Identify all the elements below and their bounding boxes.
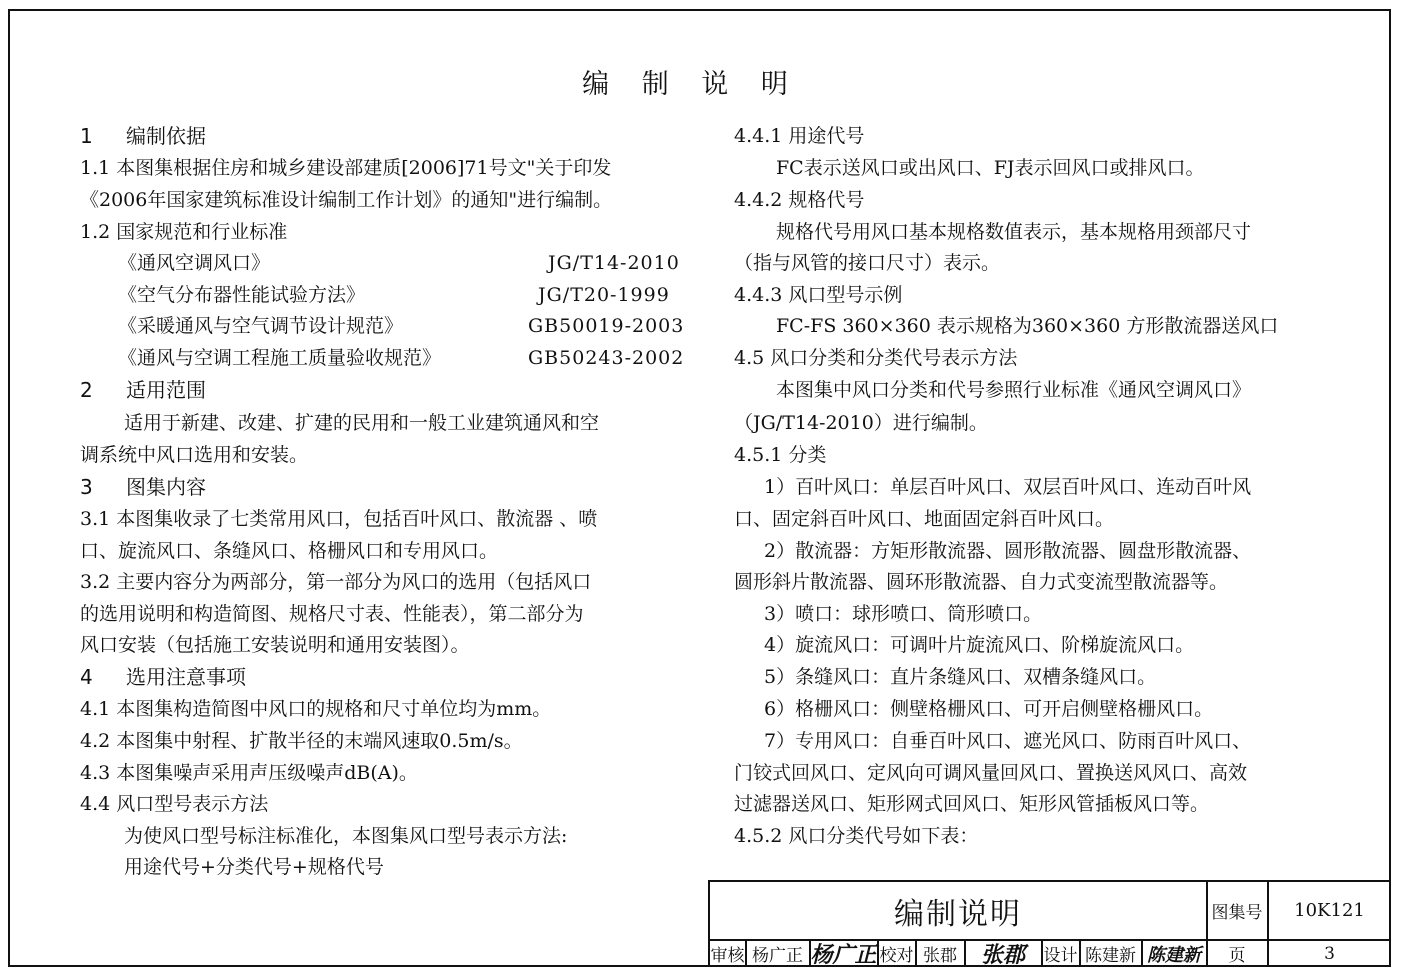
paragraph-1-1a: 1.1 本图集根据住房和城乡建设部建质[2006]71号文"关于印发 (80, 157, 612, 179)
paragraph-3-2b: 的选用说明和构造简图、规格尺寸表、性能表），第二部分为 (80, 603, 584, 625)
section-3-heading (80, 474, 206, 500)
paragraph-4-5-1: 4.5.1 分类 (734, 444, 827, 466)
right-text: FC-FS 360×360 表示规格为360×360 方形散流器送风口 (776, 315, 1279, 337)
paragraph-4-5-2: 4.5.2 风口分类代号如下表： (734, 825, 979, 847)
section-number: 3 (80, 475, 93, 499)
design-label: 设计 (1043, 946, 1078, 966)
paragraph-4-4: 4.4 风口型号表示方法 (80, 793, 269, 815)
paragraph-3-1b: 口、旋流风口、条缝风口、格栅风口和专用风口。 (80, 540, 499, 562)
paragraph-4-4a: 为使风口型号标注标准化，本图集风口型号表示方法: (124, 825, 568, 847)
atlas-number-label: 图集号 (1211, 903, 1263, 923)
right-text: 口、固定斜百叶风口、地面固定斜百叶风口。 (734, 508, 1115, 530)
section-title: 适用范围 (126, 378, 206, 402)
right-text: 6）格栅风口：侧壁格栅风口、可开启侧壁格栅风口。 (764, 698, 1214, 720)
review-label: 审核 (710, 946, 745, 966)
right-text: 1）百叶风口：单层百叶风口、双层百叶风口、连动百叶风 (764, 476, 1252, 498)
right-text: （JG/T14-2010）进行编制。 (734, 412, 988, 434)
section-1-heading (80, 123, 206, 149)
checker-name: 张郡 (923, 946, 957, 966)
section-number: 4 (80, 665, 93, 689)
right-text: FC表示送风口或出风口、FJ表示回风口或排风口。 (776, 157, 1205, 179)
section-2-heading (80, 377, 206, 403)
section-title: 图集内容 (126, 475, 206, 499)
section-title: 编制依据 (126, 124, 206, 148)
right-text: 4）旋流风口：可调叶片旋流风口、阶梯旋流风口。 (764, 634, 1195, 656)
right-text: （指与风管的接口尺寸）表示。 (734, 252, 1001, 274)
right-text: 门铰式回风口、定风向可调风量回风口、置换送风风口、高效 (734, 762, 1248, 784)
page-title: 编 制 说 明 (582, 69, 800, 100)
page-label: 页 (1228, 946, 1246, 966)
paragraph-4-4-3: 4.4.3 风口型号示例 (734, 284, 903, 306)
paragraph-4-2: 4.2 本图集中射程、扩散半径的末端风速取0.5m/s。 (80, 730, 523, 752)
checker-signature: 张郡 (980, 942, 1025, 968)
paragraph-1-2: 1.2 国家规范和行业标准 (80, 221, 288, 243)
reviewer-name: 杨广正 (752, 946, 803, 966)
right-text: 2）散流器：方矩形散流器、圆形散流器、圆盘形散流器、 (764, 540, 1252, 562)
paragraph-1-1b: 《2006年国家建筑标准设计编制工作计划》的通知"进行编制。 (80, 189, 613, 211)
standard-code: JG/T20-1999 (538, 284, 670, 306)
reviewer-signature: 杨广正 (810, 942, 877, 968)
atlas-number: 10K121 (1294, 900, 1365, 921)
standard-code: JG/T14-2010 (548, 252, 680, 274)
right-text: 3）喷口：球形喷口、筒形喷口。 (764, 603, 1043, 625)
right-text: 7）专用风口：自垂百叶风口、遮光风口、防雨百叶风口、 (764, 730, 1252, 752)
right-text: 过滤器送风口、矩形网式回风口、矩形风管插板风口等。 (734, 793, 1210, 815)
paragraph-3-1a: 3.1 本图集收录了七类常用风口，包括百叶风口、散流器 、喷 (80, 508, 598, 530)
check-label: 校对 (879, 946, 914, 966)
paragraph-2a: 适用于新建、改建、扩建的民用和一般工业建筑通风和空 (124, 412, 600, 434)
standard-name: 《采暖通风与空气调节设计规范》 (118, 315, 404, 337)
standard-name: 《通风空调风口》 (118, 252, 271, 274)
section-number: 2 (80, 378, 93, 402)
designer-name: 陈建新 (1085, 946, 1136, 966)
paragraph-4-4b: 用途代号+分类代号+规格代号 (124, 856, 384, 878)
paragraph-3-2a: 3.2 主要内容分为两部分，第一部分为风口的选用（包括风口 (80, 571, 592, 593)
right-text: 5）条缝风口：直片条缝风口、双槽条缝风口。 (764, 666, 1157, 688)
paragraph-4-3: 4.3 本图集噪声采用声压级噪声dB(A)。 (80, 762, 418, 784)
title-block (708, 880, 1391, 967)
section-number: 1 (80, 124, 93, 148)
right-text: 规格代号用风口基本规格数值表示，基本规格用颈部尺寸 (776, 221, 1252, 243)
right-text: 圆形斜片散流器、圆环形散流器、自力式变流型散流器等。 (734, 571, 1229, 593)
paragraph-4-1: 4.1 本图集构造简图中风口的规格和尺寸单位均为mm。 (80, 698, 552, 720)
standard-code: GB50019-2003 (528, 315, 685, 337)
paragraph-4-5: 4.5 风口分类和分类代号表示方法 (734, 347, 1018, 369)
page-number: 3 (1324, 943, 1335, 964)
section-title: 选用注意事项 (126, 665, 246, 689)
standard-name: 《通风与空调工程施工质量验收规范》 (118, 347, 442, 369)
right-text: 本图集中风口分类和代号参照行业标准《通风空调风口》 (776, 379, 1252, 401)
section-4-heading (80, 664, 246, 690)
paragraph-3-2c: 风口安装（包括施工安装说明和通用安装图）。 (80, 634, 470, 656)
title-block-title: 编制说明 (894, 896, 1022, 932)
designer-signature: 陈建新 (1147, 944, 1201, 966)
paragraph-2b: 调系统中风口选用和安装。 (80, 444, 309, 466)
standard-code: GB50243-2002 (528, 347, 685, 369)
standard-name: 《空气分布器性能试验方法》 (118, 284, 366, 306)
paragraph-4-4-1: 4.4.1 用途代号 (734, 125, 865, 147)
paragraph-4-4-2: 4.4.2 规格代号 (734, 189, 865, 211)
